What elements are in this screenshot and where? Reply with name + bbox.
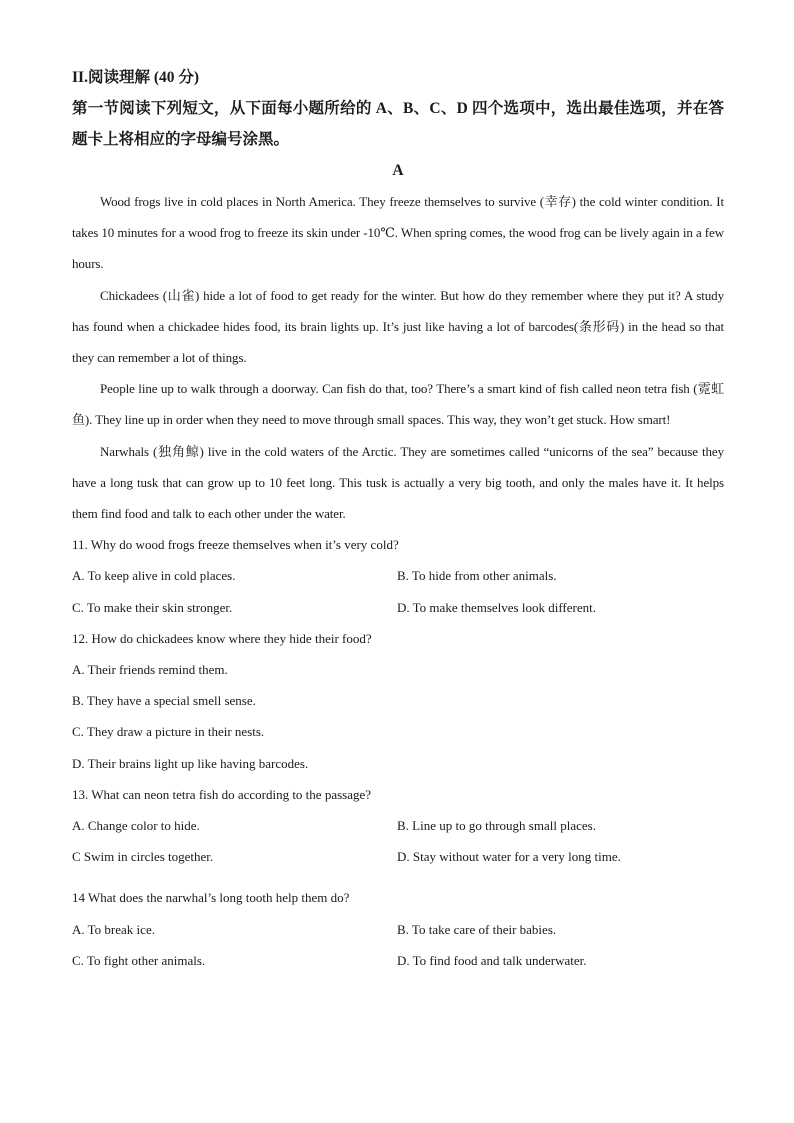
paragraph-narwhals: Narwhals (独角鲸) live in the cold waters of the Arctic. They are sometimes called “unicorns of the sea” because they have a long tusk that can grow up to 10 feet long. This tusk is actually a very big tooth, and only the males have it. It helps them find food and talk to each other under the water. [72, 443, 724, 522]
section-heading: II.阅读理解 (40 分) [72, 69, 200, 86]
paragraph-wood-frogs: Wood frogs live in cold places in North America. They freeze themselves to survive (幸存) the cold winter condition. It takes 10 minutes for a wood frog to freeze its skin under -10℃. When spring comes, the wood frog can be lively again in a few hours. [72, 194, 724, 272]
exam-page [72, 62, 724, 976]
question-11 [72, 529, 724, 623]
question-stem: 13. What can neon tetra fish do according to the passage? [72, 786, 372, 802]
option-a: A. Change color to hide. [72, 818, 200, 834]
option-c: C. They draw a picture in their nests. [72, 724, 265, 740]
option-b: B. Line up to go through small places. [397, 818, 596, 834]
option-d: D. Stay without water for a very long time. [397, 849, 621, 865]
option-c: C. To fight other animals. [72, 952, 206, 968]
option-a: A. To keep alive in cold places. [72, 568, 236, 584]
question-13 [72, 779, 724, 873]
paragraph-chickadees: Chickadees (山雀) hide a lot of food to get ready for the winter. But how do they remember where they put it? A study has found when a chickadee hides food, its brain lights up. It’s just like having a lot of barcodes(条形码) in the head so that they can remember a lot of things. [72, 287, 724, 366]
option-c: C. To make their skin stronger. [72, 599, 233, 615]
option-d: D. Their brains light up like having barcodes. [72, 755, 309, 771]
options-row [72, 810, 724, 841]
question-stem: 11. Why do wood frogs freeze themselves when it’s very cold? [72, 537, 399, 553]
question-12 [72, 623, 724, 779]
options-row [72, 592, 724, 623]
passage-letter: A [392, 162, 404, 179]
option-d: D. To find food and talk underwater. [397, 952, 587, 968]
option-b: B. To hide from other animals. [397, 568, 557, 584]
option-c: C Swim in circles together. [72, 849, 214, 865]
question-stem: 14 What does the narwhal’s long tooth help them do? [72, 890, 350, 906]
option-b: B. They have a special smell sense. [72, 693, 256, 709]
options-row [72, 914, 724, 945]
question-14 [72, 882, 724, 976]
options-row [72, 560, 724, 591]
option-b: B. To take care of their babies. [397, 921, 557, 937]
spacer [72, 872, 724, 882]
options-row [72, 945, 724, 976]
option-d: D. To make themselves look different. [397, 599, 596, 615]
options-row [72, 841, 724, 872]
question-stem: 12. How do chickadees know where they hide their food? [72, 630, 372, 646]
option-a: A. To break ice. [72, 921, 155, 937]
instructions: 第一节阅读下列短文，从下面每小题所给的 A、B、C、D 四个选项中，选出最佳选项，并在答题卡上将相应的字母编号涂黑。 [72, 100, 724, 148]
option-a: A. Their friends remind them. [72, 662, 228, 678]
paragraph-neon-tetra: People line up to walk through a doorway. Can fish do that, too? There’s a smart kind of fish called neon tetra fish (霓虹鱼). They line up in order when they need to move through small spaces. This way, they won’t get stuck. How smart! [72, 381, 724, 428]
